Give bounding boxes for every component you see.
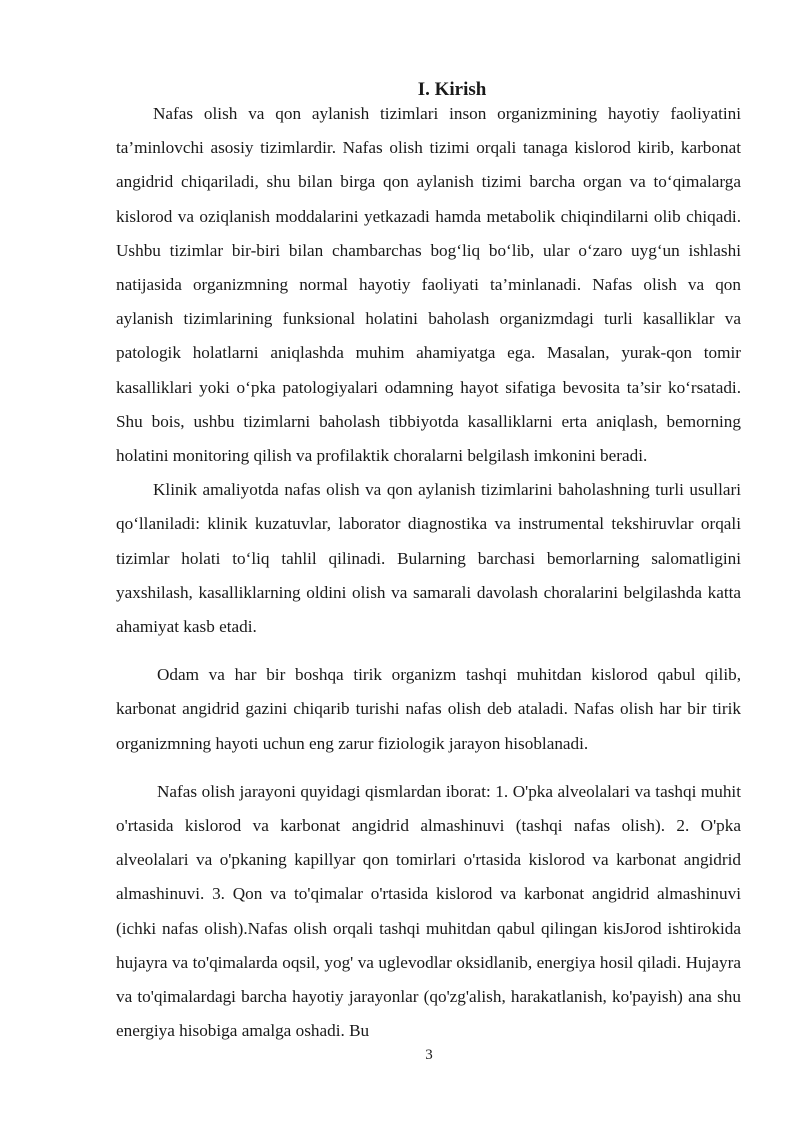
paragraph-respiration-definition: Odam va har bir boshqa tirik organizm tashqi muhitdan kislorod qabul qilib, karbonat angidrid gazini chiqarib turishi nafas olish deb ataladi. Nafas olish har bir tirik organizmning hayoti uchun eng zarur fiziologik jarayon hisoblanadi. bbox=[116, 665, 741, 753]
section-heading: I. Kirish bbox=[417, 79, 487, 100]
paragraph-respiration-stages: Nafas olish jarayoni quyidagi qismlardan iborat: 1. O'pka alveolalari va tashqi muhit o'rtasida kislorod va karbonat angidrid almashinuvi (tashqi nafas olish). 2. O'pka alveolalari va o'pkaning kapillyar qon tomirlari o'rtasida kislorod va karbonat angidrid almashinuvi. 3. Qon va to'qimalar o'rtasida kislorod va karbonat angidrid almashinuvi (ichki nafas olish).Nafas olish orqali tashqi muhitdan qabul qilingan kisJorod ishtirokida hujayra va to'qimalarda oqsil, yog' va uglevodlar oksidlanib, energiya hosil qiladi. Hujayra va to'qimalardagi barcha hayotiy jarayonlar (qo'zg'alish, harakatlanish, ko'payish) ana shu energiya hisobiga amalga oshadi. Bu bbox=[116, 781, 741, 1041]
page-number: 3 bbox=[425, 1047, 433, 1063]
paragraph-introduction: Nafas olish va qon aylanish tizimlari inson organizmining hayotiy faoliyatini ta’minlovchi asosiy tizimlardir. Nafas olish tizimi orqali tanaga kislorod kirib, karbonat angidrid chiqariladi, shu bilan birga qon aylanish tizimi barcha organ va to‘qimalarga kislorod va oziqlanish moddalarini yetkazadi hamda metabolik chiqindilarni olib chiqadi. Ushbu tizimlar bir-biri bilan chambarchas bog‘liq bo‘lib, ular o‘zaro uyg‘un ishlashi natijasida organizmning normal hayotiy faoliyati ta’minlanadi. Nafas olish va qon aylanish tizimlarining funksional holatini baholash organizmdagi turli kasalliklar va patologik holatlarni aniqlashda muhim ahamiyatga ega. Masalan, yurak-qon tomir kasalliklari yoki o‘pka patologiyalari odamning hayot sifatiga bevosita ta’sir ko‘rsatadi. Shu bois, ushbu tizimlarni baholash tibbiyotda kasalliklarni erta aniqlash, bemorning holatini monitoring qilish va profilaktik choralarni belgilash imkonini beradi. bbox=[116, 104, 741, 466]
paragraph-clinical-methods: Klinik amaliyotda nafas olish va qon aylanish tizimlarini baholashning turli usullari qo‘llaniladi: klinik kuzatuvlar, laborator diagnostika va instrumental tekshiruvlar orqali tizimlar holati to‘liq tahlil qilinadi. Bularning barchasi bemorlarning salomatligini yaxshilash, kasalliklarning oldini olish va samarali davolash choralarini belgilashda katta ahamiyat kasb etadi. bbox=[116, 480, 741, 637]
body-text bbox=[116, 97, 741, 1048]
